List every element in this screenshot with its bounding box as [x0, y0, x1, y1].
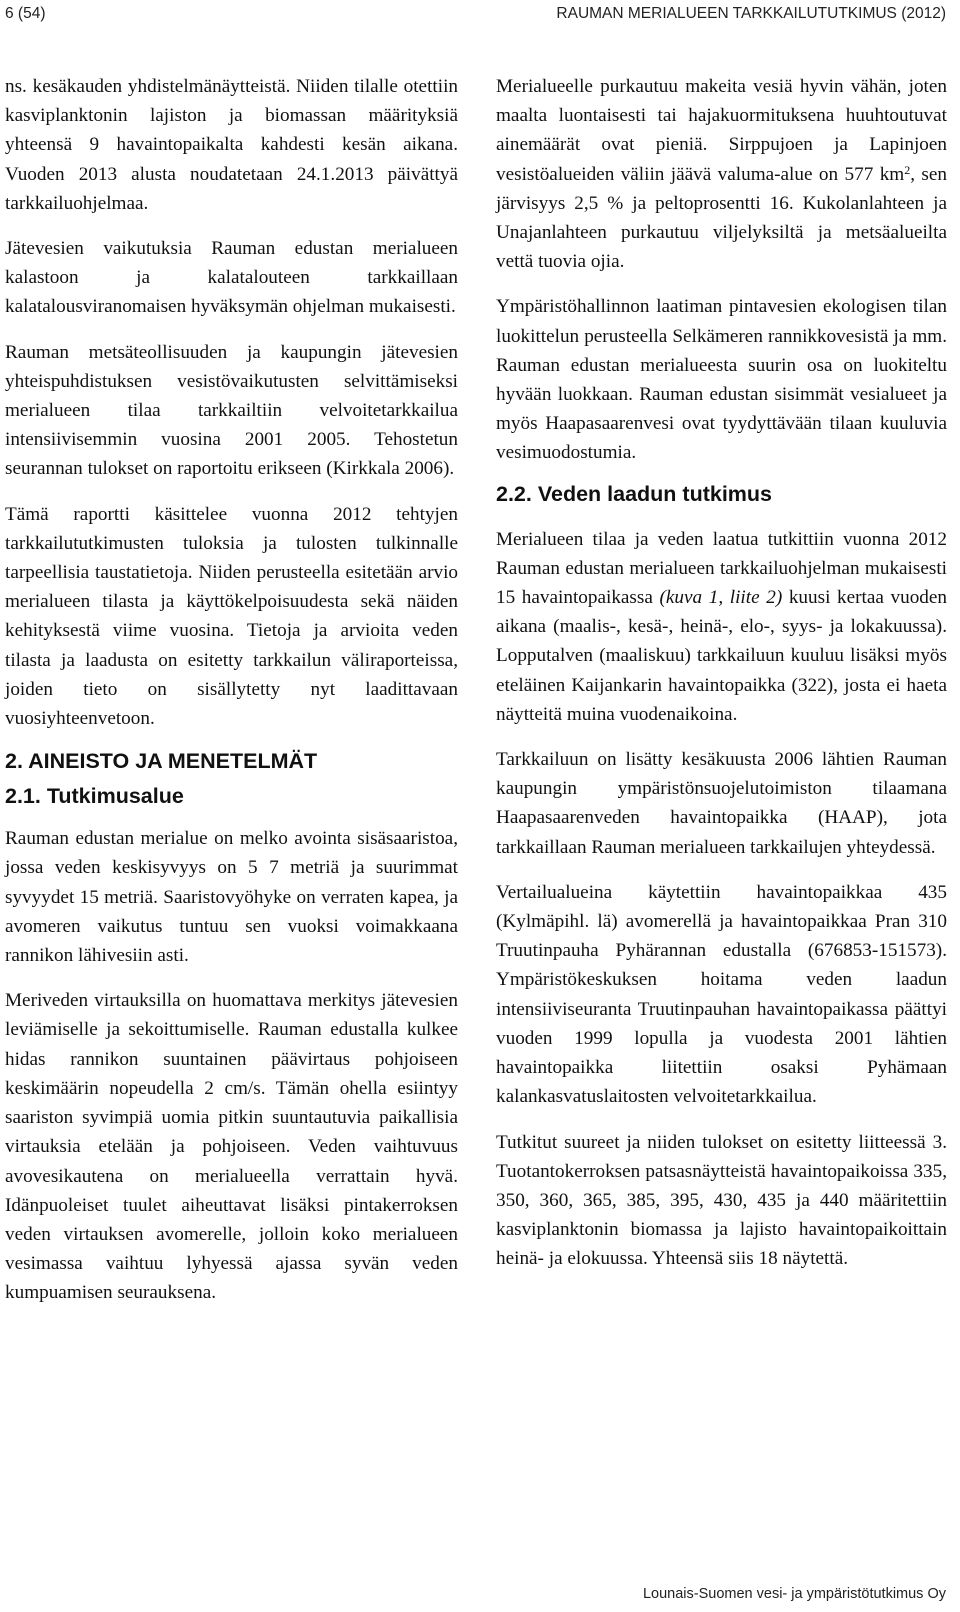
- paragraph-text: Merialueen tilaa ja veden laatua tutkittiin vuonna 2012 Rauman edustan merialueen tarkkailuohjelman mukaisesti 15 havaintopaikassa: [496, 528, 947, 609]
- left-column: [5, 72, 458, 1324]
- subsection-heading: 2.2. Veden laadun tutkimus: [496, 481, 772, 506]
- page-footer: Lounais-Suomen vesi- ja ympäristötutkimus Oy: [642, 1586, 946, 1602]
- report-title: RAUMAN MERIALUEEN TARKKAILUTUTKIMUS (2012): [556, 5, 946, 22]
- paragraph: Rauman edustan merialue on melko avointa sisäsaaristoa, jossa veden keskisyvyys on 5 7 metriä ja suurimmat syvyydet 15 metriä. Saaristovyöhyke on verraten kapea, ja avomeren vaikutus tuntuu sen vuoksi voimakkaana rannikon lähivesiin asti.: [5, 828, 458, 967]
- paragraph: Rauman metsäteollisuuden ja kaupungin jätevesien yhteispuhdistuksen vesistövaikutusten selvittämiseksi merialueen tilaa tarkkailtiin velvoitetarkkailua intensiivisemmin vuosina 2001 2005. Tehostetun seurannan tulokset on raportoitu erikseen (Kirkkala 2006).: [5, 341, 458, 480]
- paragraph: [496, 525, 947, 729]
- paragraph: Tutkitut suureet ja niiden tulokset on esitetty liitteessä 3. Tuotantokerroksen patsasnäytteistä havaintopaikoissa 335, 350, 360, 365, 385, 395, 430, 435 ja 440 määritettiin kasviplanktonin biomassa ja lajisto havaintopaikoittain heinä- ja elokuussa. Yhteensä siis 18 näytettä.: [496, 1131, 947, 1270]
- paragraph: Jätevesien vaikutuksia Rauman edustan merialueen kalastoon ja kalatalouteen tarkkaillaan kalatalousviranomaisen hyväksymän ohjelman mukaisesti.: [5, 238, 458, 318]
- page-header: [0, 0, 960, 34]
- subsection-heading: 2.1. Tutkimusalue: [5, 784, 184, 809]
- figure-reference: (kuva 1, liite 2): [659, 587, 783, 609]
- superscript: 2: [904, 162, 911, 177]
- paragraph: Vertailualueina käytettiin havaintopaikkaa 435 (Kylmäpihl. lä) avomerellä ja havaintopaikkaa Pran 310 Truutinpauha Pyhärannan edustalla (676853-151573). Ympäristökeskuksen hoitama veden laadun intensiiviseuranta Truutinpauhan havaintopaikassa päättyi vuoden 1999 lopulla ja vuodesta 2001 lähtien havaintopaikka liitettiin osaksi Pyhämaan kalankasvatuslaitosten velvoitetarkkailua.: [496, 881, 947, 1108]
- paragraph: [496, 72, 947, 276]
- paragraph: Tämä raportti käsittelee vuonna 2012 tehtyjen tarkkailututkimusten tuloksia ja tulosten tulkinnalle tarpeellisia taustatietoja. Niiden perusteella esitetään arvio merialueen tilasta ja käyttökelpoisuudesta sekä näiden kehityksestä viime vuosina. Tietoja ja arvioita veden tilasta ja laadusta on esitetty tarkkailun väliraporteissa, joiden tieto on sisällytetty nyt laadittavaan vuosiyhteenvetoon.: [5, 503, 458, 730]
- paragraph: ns. kesäkauden yhdistelmänäytteistä. Niiden tilalle otettiin kasviplanktonin lajiston ja biomassan määrityksiä yhteensä 9 havaintopaikalta kahdesti kesän aikana. Vuoden 2013 alusta noudatetaan 24.1.2013 päivättyä tarkkailuohjelmaa.: [5, 76, 458, 214]
- page-number: 6 (54): [5, 5, 46, 22]
- paragraph-text: kuusi kertaa vuoden aikana (maalis-, kesä-, heinä-, elo-, syys- ja lokakuussa). Lopputalven (maaliskuu) tarkkailuun kuuluu lisäksi myös eteläinen Kaijankarin havaintopaikka (322), josta ei haeta näytteitä muina vuodenaikoina.: [496, 587, 947, 725]
- paragraph-text: , sen järvisyys 2,5 % ja peltoprosentti 16. Kukolanlahteen ja Unajanlahteen purkautuu viljelyksiltä ja metsäalueilta vettä tuovia ojia.: [496, 163, 947, 273]
- right-column: [496, 72, 947, 1290]
- paragraph: Tarkkailuun on lisätty kesäkuusta 2006 lähtien Rauman kaupungin ympäristönsuojelutoimiston tilaamana Haapasaarenveden havaintopaikka (HAAP), jota tarkkaillaan Rauman merialueen tarkkailujen yhteydessä.: [496, 749, 947, 858]
- paragraph-text: Merialueelle purkautuu makeita vesiä hyvin vähän, joten maalta luontaisesti tai hajakuormituksena huuhtoutuvat ainemäärät ovat pieniä. Sirppujoen ja Lapinjoen vesistöalueiden väliin jäävä valuma-alue on 577 km: [496, 76, 947, 185]
- paragraph: Meriveden virtauksilla on huomattava merkitys jätevesien leviämiselle ja sekoittumiselle. Rauman edustalla kulkee hidas rannikon suuntainen päävirtaus pohjoiseen keskimäärin nopeudella 2 cm/s. Tämän ohella esiintyy saariston syvimpiä uomia pitkin suuntautuvia paikallisia virtauksia etelään ja pohjoiseen. Veden vaihtuvuus avovesikautena on merialueella verrattain hyvä. Idänpuoleiset tuulet aiheuttavat lisäksi pintakerroksen veden virtauksen avomerelle, jolloin koko merialueen vesimassa vaihtuu lyhyessä ajassa syvän veden kumpuamisen seurauksena.: [5, 990, 458, 1304]
- section-heading: 2. AINEISTO JA MENETELMÄT: [5, 749, 318, 774]
- paragraph: Ympäristöhallinnon laatiman pintavesien ekologisen tilan luokittelun perusteella Selkämeren rannikkovesistä ja mm. Rauman edustan merialueesta suurin osa on luokiteltu hyvään luokkaan. Rauman edustan sisimmät vesialueet ja myös Haapasaarenvesi ovat tyydyttävään tilaan kuuluvia vesimuodostumia.: [496, 296, 947, 464]
